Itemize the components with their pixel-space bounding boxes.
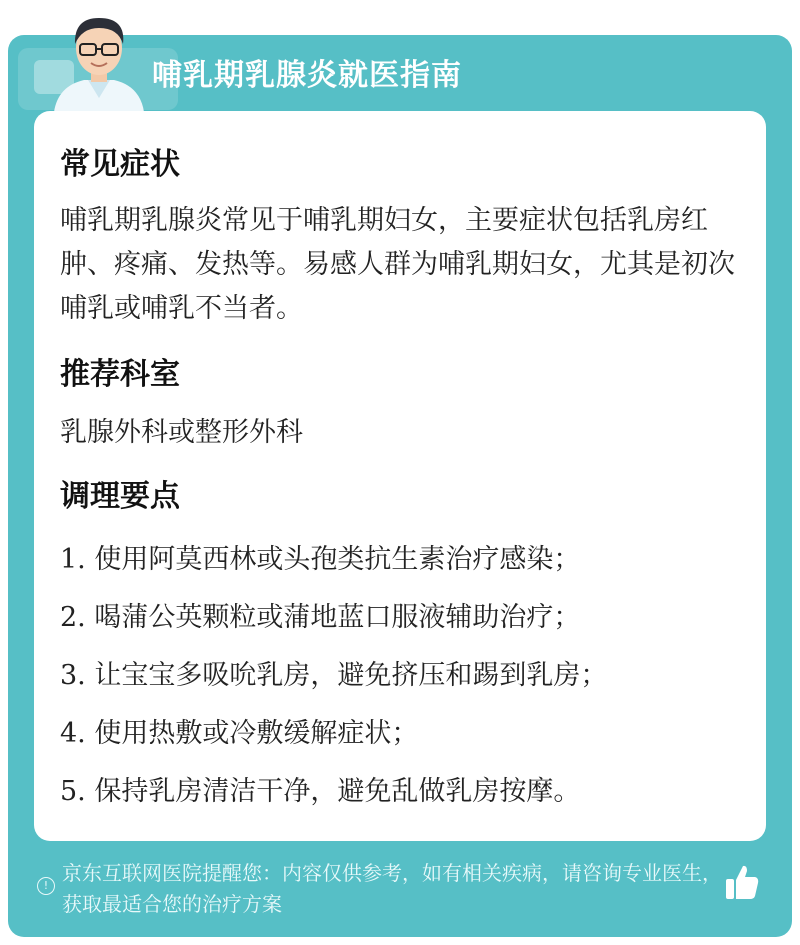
- symptoms-text: 哺乳期乳腺炎常见于哺乳期妇女，主要症状包括乳房红肿、疼痛、发热等。易感人群为哺乳期妇女，尤其是初次哺乳或哺乳不当者。: [60, 205, 735, 324]
- list-item: 3. 让宝宝多吸吮乳房，避免挤压和踢到乳房；: [60, 660, 608, 691]
- disclaimer-text: 京东互联网医院提醒您：内容仅供参考，如有相关疾病，请咨询专业医生，获取最适合您的治疗方案: [62, 861, 722, 916]
- section-title-department: 推荐科室: [60, 357, 180, 392]
- doctor-avatar: [44, 6, 154, 112]
- list-item: 4. 使用热敷或冷敷缓解症状；: [60, 718, 419, 749]
- section-title-symptoms: 常见症状: [60, 147, 180, 182]
- page-title: 哺乳期乳腺炎就医指南: [152, 58, 462, 93]
- content-panel: [34, 111, 766, 841]
- list-item: 1. 使用阿莫西林或头孢类抗生素治疗感染；: [60, 544, 581, 575]
- care-list: [60, 531, 607, 821]
- department-text: 乳腺外科或整形外科: [60, 417, 303, 448]
- list-item: 5. 保持乳房清洁干净，避免乱做乳房按摩。: [60, 776, 581, 807]
- info-icon: !: [37, 877, 55, 895]
- thumbs-up-icon[interactable]: [724, 862, 760, 902]
- list-item: 2. 喝蒲公英颗粒或蒲地蓝口服液辅助治疗；: [60, 602, 581, 633]
- section-title-care: 调理要点: [60, 479, 180, 514]
